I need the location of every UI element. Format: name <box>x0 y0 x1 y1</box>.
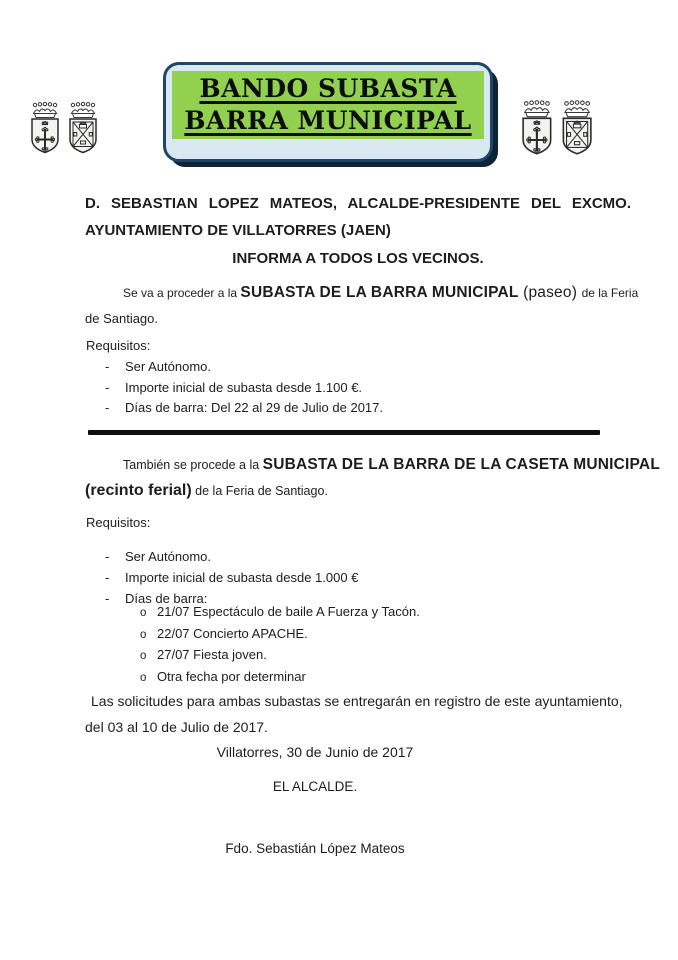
requirements2-list <box>85 546 645 609</box>
auction1-tail: de la Feria <box>581 286 639 300</box>
sublist-item <box>85 645 645 667</box>
sublist-item <box>85 624 645 646</box>
sublist-item <box>85 602 645 624</box>
closing-line2: del 03 al 10 de Julio de 2017. <box>85 718 268 735</box>
coat-of-arms-icon <box>521 100 593 162</box>
circle-bullet-marker: o <box>140 671 147 684</box>
requirements1-label: Requisitos: <box>86 338 151 353</box>
auction2-paragraph-line2 <box>85 482 328 500</box>
mayor-heading <box>85 190 631 244</box>
dash-bullet-marker: - <box>105 570 110 585</box>
place-date-line: Villatorres, 30 de Junio de 2017 <box>216 744 414 760</box>
banner-green-panel <box>172 71 484 139</box>
dash-bullet-marker: - <box>105 379 110 395</box>
list-item-text: Ser Autónomo. <box>125 359 211 374</box>
auction2-bold-tail: (recinto ferial) <box>85 482 192 499</box>
circle-bullet-marker: o <box>140 607 147 619</box>
auction1-paragraph-line1 <box>85 284 638 302</box>
auction1-title: SUBASTA DE LA BARRA MUNICIPAL <box>240 284 519 301</box>
sublist-item-text: 22/07 Concierto APACHE. <box>157 625 308 641</box>
list-item <box>85 398 645 419</box>
sublist-item-text: Otra fecha por determinar <box>157 668 306 684</box>
signer-title-line: EL ALCALDE. <box>272 779 358 794</box>
auction1-paragraph-line2: de Santiago. <box>85 311 159 326</box>
section-divider <box>88 430 600 435</box>
list-item-text: Días de barra: Del 22 al 29 de Julio de 2017. <box>125 400 384 415</box>
list-item-text: Días de barra: <box>125 591 208 606</box>
list-item <box>85 378 645 399</box>
circle-bullet-marker: o <box>140 650 147 662</box>
list-item-text: Importe inicial de subasta desde 1.000 € <box>125 570 359 585</box>
sublist-item-text: 27/07 Fiesta joven. <box>157 647 267 662</box>
dash-bullet-marker: - <box>105 400 110 415</box>
dash-bullet-marker: - <box>105 591 110 606</box>
list-item-text: Ser Autónomo. <box>125 549 211 564</box>
requirements2-label: Requisitos: <box>86 515 151 530</box>
sublist-item-text: 21/07 Espectáculo de baile A Fuerza y Tacón. <box>157 604 420 619</box>
list-item <box>85 546 645 567</box>
mayor-heading-line1: D. SEBASTIAN LOPEZ MATEOS, ALCALDE-PRESIDENTE DEL EXCMO. <box>85 195 631 212</box>
closing-line1: Las solicitudes para ambas subastas se entregarán en registro de este ayuntamiento, <box>91 693 623 709</box>
list-item <box>85 567 645 588</box>
auction2-paragraph-line1 <box>85 456 660 474</box>
dash-bullet-marker: - <box>105 359 110 374</box>
announce-line: INFORMA A TODOS LOS VECINOS. <box>232 250 484 267</box>
banner-title-line2: BARRA MUNICIPAL <box>184 106 472 135</box>
list-item <box>85 357 645 378</box>
list-item-text: Importe inicial de subasta desde 1.100 €. <box>125 379 363 395</box>
sublist-item <box>85 667 645 689</box>
auction2-title: SUBASTA DE LA BARRA DE LA CASETA MUNICIPAL <box>262 456 660 473</box>
coat-of-arms-icon <box>30 101 98 161</box>
circle-bullet-marker: o <box>140 628 147 641</box>
requirements1-list <box>85 357 645 419</box>
auction2-tail: de la Feria de Santiago. <box>191 484 328 498</box>
bar-days-sublist <box>85 602 645 688</box>
banner-title-line1: BANDO SUBASTA <box>199 74 457 103</box>
closing-paragraph <box>85 689 645 740</box>
auction1-paren: (paseo) <box>518 284 582 301</box>
dash-bullet-marker: - <box>105 549 110 564</box>
banner <box>163 62 493 162</box>
auction1-intro: Se va a proceder a la <box>123 286 241 300</box>
mayor-heading-line2: AYUNTAMIENTO DE VILLATORRES (JAEN) <box>85 222 391 239</box>
auction2-intro: También se procede a la <box>123 458 263 472</box>
signature-line: Fdo. Sebastián López Mateos <box>225 841 405 856</box>
